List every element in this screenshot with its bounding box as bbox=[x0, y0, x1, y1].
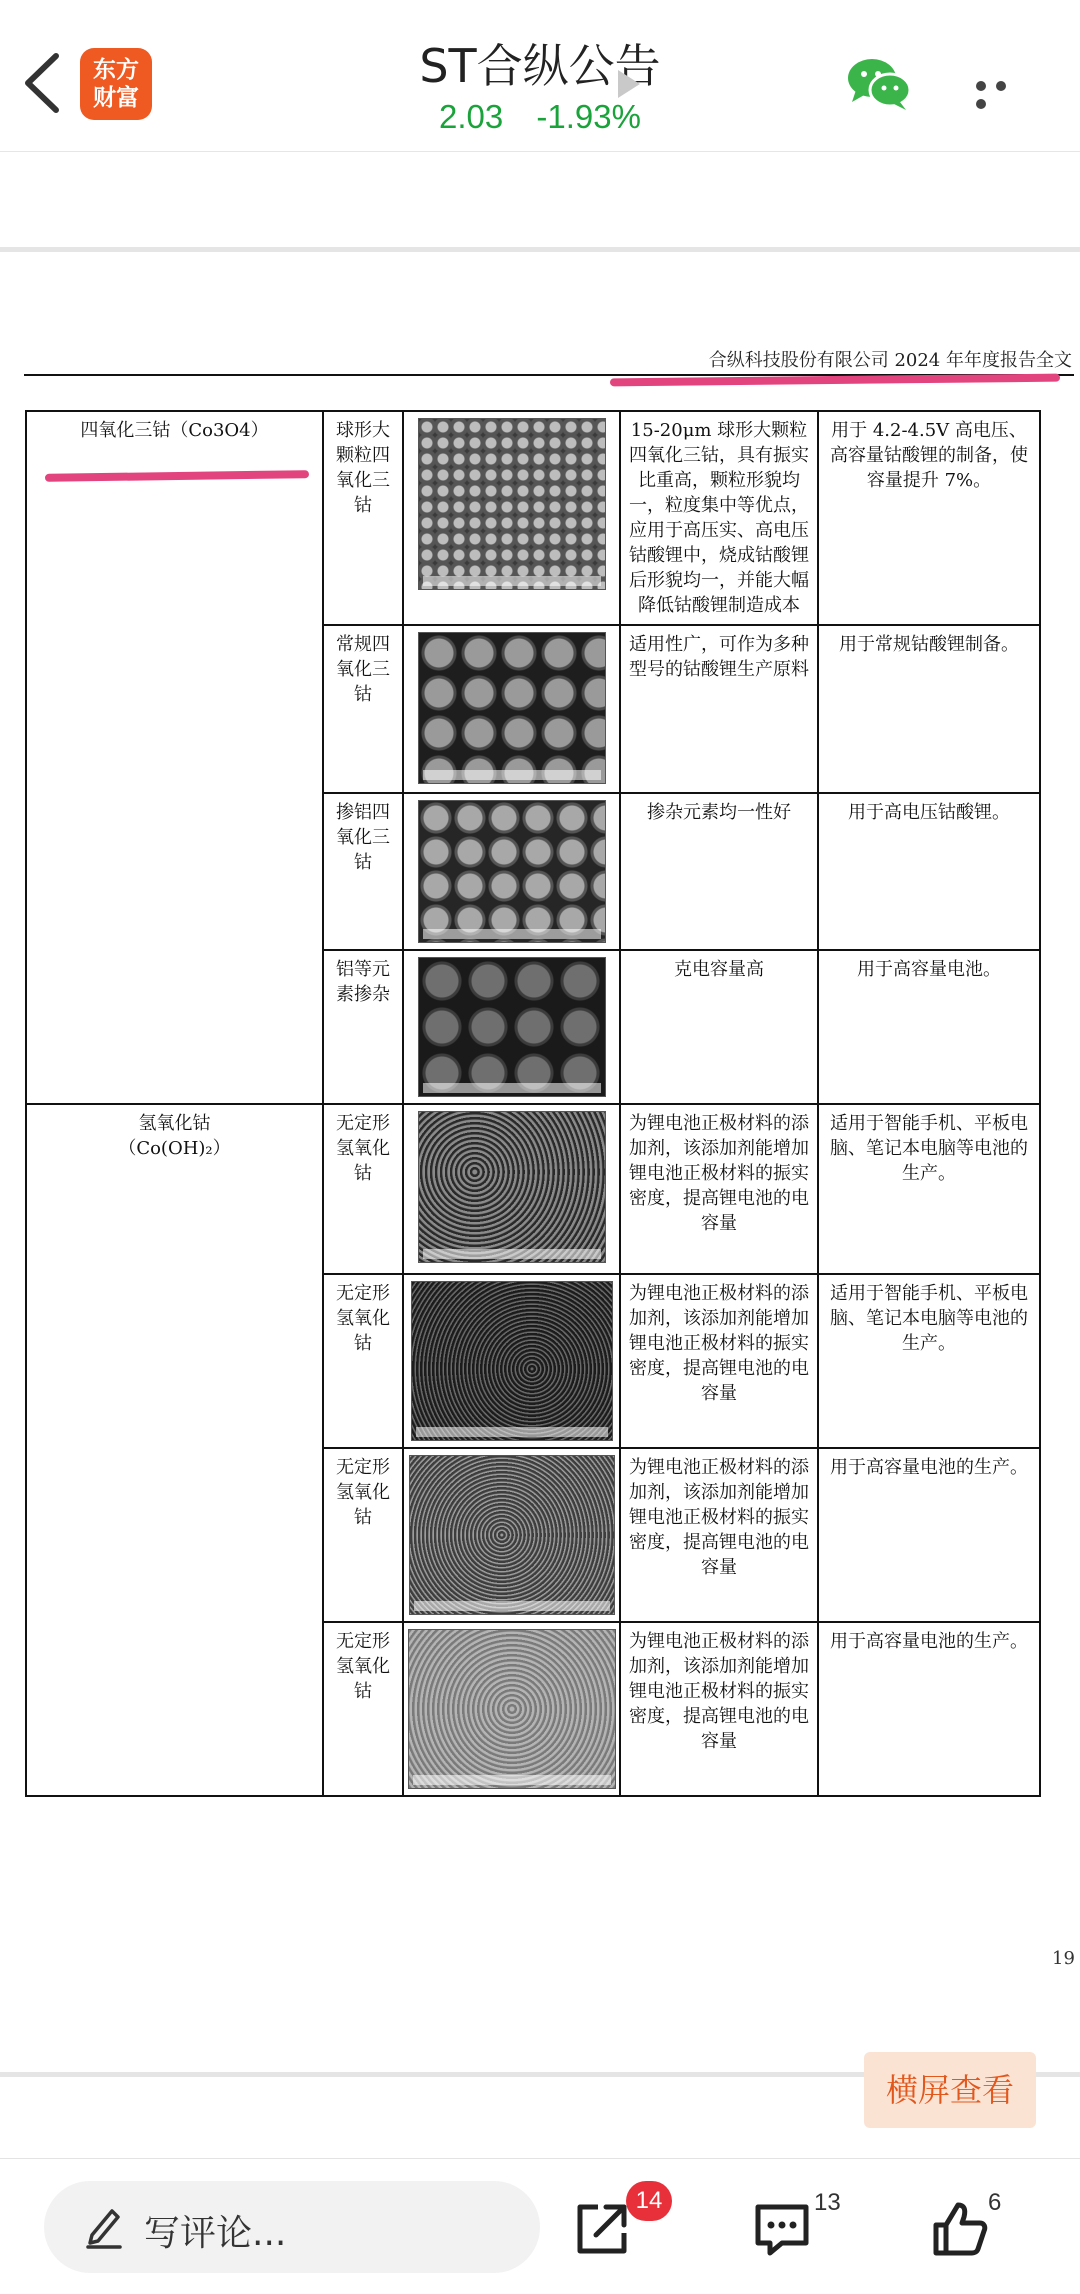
sem-image bbox=[403, 1104, 620, 1274]
app-logo: 东方 财富 bbox=[80, 48, 152, 120]
sem-image bbox=[403, 950, 620, 1104]
share-count-badge: 14 bbox=[626, 2181, 672, 2221]
product-type: 球形大颗粒四氧化三钴 bbox=[323, 411, 403, 625]
product-usage: 用于高容量电池。 bbox=[818, 950, 1040, 1104]
product-description: 为锂电池正极材料的添加剂，该添加剂能增加锂电池正极材料的振实密度，提高锂电池的电容量 bbox=[620, 1448, 818, 1622]
report-header: 合纵科技股份有限公司 2024 年年度报告全文 bbox=[708, 350, 1072, 371]
wechat-icon[interactable] bbox=[846, 56, 912, 112]
bottom-bar bbox=[0, 2158, 1080, 2294]
sem-image bbox=[403, 625, 620, 793]
category-cell: 四氧化三钴（Co3O4） bbox=[26, 411, 323, 1104]
share-icon[interactable] bbox=[572, 2199, 632, 2259]
landscape-view-button[interactable]: 横屏查看 bbox=[864, 2052, 1036, 2128]
product-type: 无定形氢氧化钴 bbox=[323, 1274, 403, 1448]
comment-icon[interactable] bbox=[752, 2199, 812, 2259]
product-usage: 用于常规钴酸锂制备。 bbox=[818, 625, 1040, 793]
category-cell: 氢氧化钴 （Co(OH)₂） bbox=[26, 1104, 323, 1796]
product-type: 掺铝四氧化三钴 bbox=[323, 793, 403, 950]
play-triangle-icon[interactable] bbox=[618, 70, 640, 98]
divider bbox=[0, 247, 1080, 252]
product-type: 无定形氢氧化钴 bbox=[323, 1448, 403, 1622]
product-description: 为锂电池正极材料的添加剂，该添加剂能增加锂电池正极材料的振实密度，提高锂电池的电容量 bbox=[620, 1622, 818, 1796]
product-type: 常规四氧化三钴 bbox=[323, 625, 403, 793]
product-usage: 用于高容量电池的生产。 bbox=[818, 1622, 1040, 1796]
product-description: 适用性广，可作为多种型号的钴酸锂生产原料 bbox=[620, 625, 818, 793]
pen-icon bbox=[84, 2205, 124, 2249]
product-description: 为锂电池正极材料的添加剂，该添加剂能增加锂电池正极材料的振实密度，提高锂电池的电容量 bbox=[620, 1274, 818, 1448]
comment-placeholder: 写评论... bbox=[144, 2213, 287, 2254]
like-count: 6 bbox=[988, 2189, 1002, 2216]
product-usage: 用于高电压钴酸锂。 bbox=[818, 793, 1040, 950]
product-description: 克电容量高 bbox=[620, 950, 818, 1104]
sem-image bbox=[403, 411, 620, 625]
product-description: 掺杂元素均一性好 bbox=[620, 793, 818, 950]
sem-image bbox=[403, 1448, 620, 1622]
table-row bbox=[26, 1104, 1040, 1274]
product-usage: 适用于智能手机、平板电脑、笔记本电脑等电池的生产。 bbox=[818, 1104, 1040, 1274]
more-dots-icon[interactable] bbox=[976, 78, 1032, 90]
stock-change: -1.93% bbox=[536, 98, 641, 135]
comment-count: 13 bbox=[814, 2189, 841, 2216]
product-type: 无定形氢氧化钴 bbox=[323, 1622, 403, 1796]
stock-price: 2.03 bbox=[439, 98, 504, 135]
product-table bbox=[25, 410, 1041, 1797]
like-icon[interactable] bbox=[930, 2199, 990, 2259]
stock-quote bbox=[0, 98, 1080, 136]
sem-image bbox=[403, 793, 620, 950]
product-type: 铝等元素掺杂 bbox=[323, 950, 403, 1104]
comment-input[interactable] bbox=[44, 2181, 540, 2273]
product-description: 为锂电池正极材料的添加剂，该添加剂能增加锂电池正极材料的振实密度，提高锂电池的电容量 bbox=[620, 1104, 818, 1274]
product-usage: 用于 4.2-4.5V 高电压、高容量钴酸锂的制备，使容量提升 7%。 bbox=[818, 411, 1040, 625]
product-type: 无定形氢氧化钴 bbox=[323, 1104, 403, 1274]
stock-title: ST合纵公告 bbox=[419, 39, 661, 93]
product-usage: 用于高容量电池的生产。 bbox=[818, 1448, 1040, 1622]
top-bar bbox=[0, 0, 1080, 152]
product-description: 15-20μm 球形大颗粒四氧化三钴，具有振实比重高，颗粒形貌均一，粒度集中等优点，应用于高压实、高电压钴酸锂中，烧成钴酸锂后形貌均一，并能大幅降低钴酸锂制造成本 bbox=[620, 411, 818, 625]
product-usage: 适用于智能手机、平板电脑、笔记本电脑等电池的生产。 bbox=[818, 1274, 1040, 1448]
sem-image bbox=[403, 1274, 620, 1448]
page-number: 19 bbox=[1052, 1948, 1075, 1969]
table-row bbox=[26, 411, 1040, 625]
sem-image bbox=[403, 1622, 620, 1796]
